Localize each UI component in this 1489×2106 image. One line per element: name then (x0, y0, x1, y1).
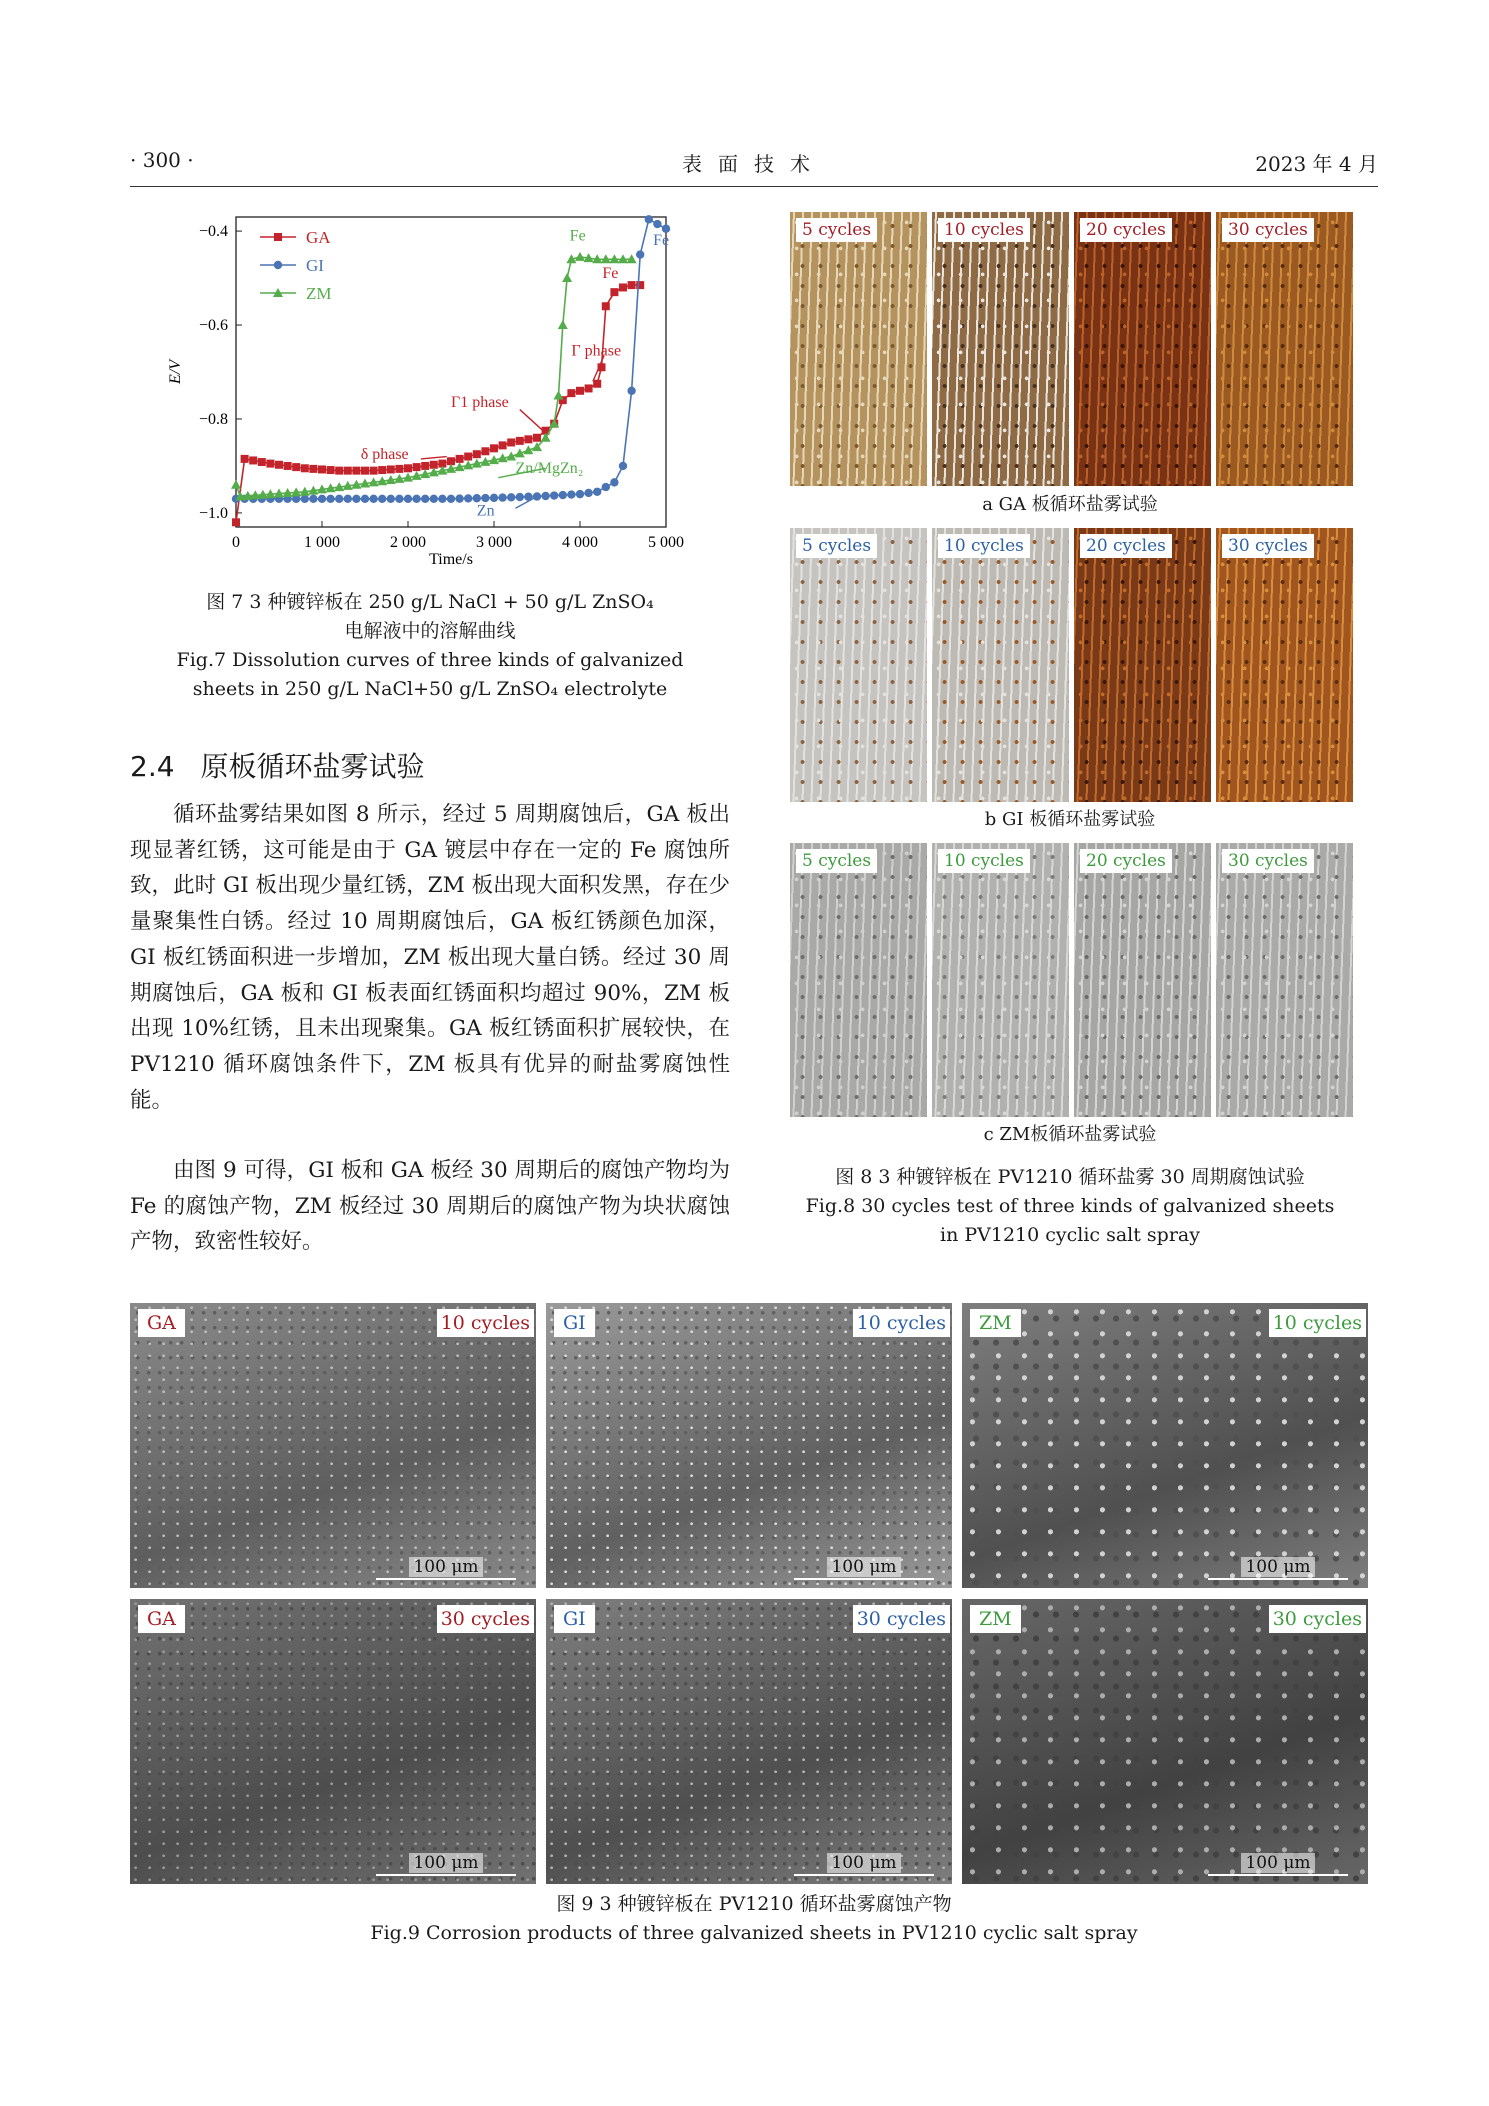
data-point-gi (602, 483, 610, 491)
data-point-gi (533, 492, 541, 500)
chart-annotation: Zn/MgZn₂ (515, 459, 584, 477)
data-point-gi (447, 495, 455, 503)
fig9-caption-en: Fig.9 Corrosion products of three galvanized sheets in PV1210 cyclic salt spray (370, 1922, 1138, 1944)
data-point-ga (404, 464, 412, 472)
x-tick-label: 3 000 (476, 534, 512, 551)
data-point-gi (507, 493, 515, 501)
photo-gi-1 (932, 528, 1069, 802)
data-point-ga (241, 455, 249, 463)
data-point-gi (344, 495, 352, 503)
sem-ga-30 (130, 1599, 536, 1884)
photo-gi-3 (1216, 528, 1353, 802)
cycle-label: 20 cycles (1080, 218, 1172, 242)
data-point-ga (378, 466, 386, 474)
chart-annotation: Γ1 phase (451, 394, 509, 412)
scale-bar-line (1208, 1578, 1348, 1580)
chart-annotation: Fe (602, 265, 619, 283)
data-point-ga (421, 462, 429, 470)
legend-label-gi: GI (306, 256, 324, 275)
data-point-ga (464, 453, 472, 461)
cycle-label: 30 cycles (853, 1605, 950, 1633)
scale-bar (794, 1557, 934, 1580)
photo-ga-2 (1074, 212, 1211, 486)
material-label: GA (138, 1605, 185, 1633)
scale-bar (794, 1853, 934, 1876)
x-tick-label: 4 000 (562, 534, 598, 551)
data-point-ga (499, 441, 507, 449)
photo-gi-0 (790, 528, 927, 802)
data-point-ga (490, 444, 498, 452)
data-point-gi (455, 494, 463, 502)
sem-gi-10 (546, 1303, 952, 1588)
data-point-ga (327, 466, 335, 474)
photo-zm-3 (1216, 843, 1353, 1117)
data-point-ga (292, 463, 300, 471)
material-label: ZM (970, 1605, 1021, 1633)
cycle-label: 10 cycles (938, 534, 1030, 558)
fig8-subcaption-a: a GA 板循环盐雾试验 (982, 494, 1158, 515)
scale-bar-label: 100 μm (409, 1853, 482, 1873)
data-point-ga (309, 465, 317, 473)
data-point-ga (481, 447, 489, 455)
scale-bar-label: 100 μm (1241, 1853, 1314, 1873)
section-number: 2.4 (130, 750, 175, 783)
data-point-gi (430, 495, 438, 503)
data-point-gi (318, 495, 326, 503)
data-point-gi (653, 220, 661, 228)
chart-annotation: Γ phase (571, 342, 622, 360)
scale-bar-line (794, 1578, 934, 1580)
data-point-zm (231, 480, 241, 489)
data-point-ga (395, 465, 403, 473)
photo-zm-2 (1074, 843, 1211, 1117)
y-tick-label: −0.4 (198, 223, 228, 241)
material-label: GI (554, 1309, 595, 1337)
data-point-ga (610, 288, 618, 296)
data-point-ga (524, 435, 532, 443)
fig9-caption (130, 1890, 1378, 1948)
cycle-label: 10 cycles (853, 1309, 950, 1337)
data-point-ga (301, 464, 309, 472)
chart-annotation: Fe (653, 232, 670, 250)
issue-date: 2023 年 4 月 (1255, 152, 1378, 176)
cycle-label: 5 cycles (796, 534, 877, 558)
x-tick-label: 1 000 (304, 534, 340, 551)
data-point-ga (344, 467, 352, 475)
cycle-label: 30 cycles (1269, 1605, 1366, 1633)
fig9-caption-cn: 图 9 3 种镀锌板在 PV1210 循环盐雾腐蚀产物 (556, 1893, 952, 1915)
data-point-zm (554, 390, 564, 399)
data-point-gi (481, 494, 489, 502)
data-point-ga (602, 302, 610, 310)
data-point-ga (619, 283, 627, 291)
scale-bar (1208, 1853, 1348, 1876)
data-point-gi (619, 462, 627, 470)
data-point-gi (412, 495, 420, 503)
sem-gi-30 (546, 1599, 952, 1884)
data-point-ga (352, 467, 360, 475)
y-tick-label: −1.0 (198, 504, 228, 522)
annotation-arrow (421, 457, 447, 459)
data-point-ga (516, 437, 524, 445)
fig8-caption (775, 1163, 1365, 1250)
sem-zm-10 (962, 1303, 1368, 1588)
data-point-gi (404, 495, 412, 503)
data-point-gi (378, 495, 386, 503)
photo-gi-2 (1074, 528, 1211, 802)
fig8-caption-cn: 图 8 3 种镀锌板在 PV1210 循环盐雾 30 周期腐蚀试验 (835, 1166, 1305, 1188)
photo-ga-1 (932, 212, 1069, 486)
fig7-caption-en-1: Fig.7 Dissolution curves of three kinds of galvanized (176, 649, 684, 671)
data-point-ga (361, 467, 369, 475)
x-tick-label: 5 000 (648, 534, 684, 551)
y-tick-label: −0.6 (198, 317, 228, 335)
fig8-subcaption-b: b GI 板循环盐雾试验 (984, 809, 1156, 830)
data-point-ga (567, 389, 575, 397)
x-axis-label: Time/s (429, 551, 473, 568)
cycle-label: 10 cycles (938, 218, 1030, 242)
page-number: · 300 · (130, 148, 194, 172)
data-point-gi (473, 494, 481, 502)
scale-bar-line (1208, 1874, 1348, 1876)
fig7-caption (130, 588, 730, 704)
section-title: 原板循环盐雾试验 (200, 750, 425, 783)
cycle-label: 30 cycles (1222, 534, 1314, 558)
material-label: ZM (970, 1309, 1021, 1337)
scale-bar-line (376, 1874, 516, 1876)
body-paragraph-1: 循环盐雾结果如图 8 所示，经过 5 周期腐蚀后，GA 板出现显著红锈，这可能是由于 GA 镀层中存在一定的 Fe 腐蚀所致，此时 GI 板出现少量红锈，ZM 板出现大面积发黑，存在少量聚集性白锈。经过 10 周期腐蚀后，GA 板红锈颜色加深，GI 板红锈面积进一步增加，ZM 板出现大量白锈。经过 30 周期腐蚀后，GA 板和 GI 板表面红锈面积均超过 90%，ZM 板出现 10%红锈，且未出现聚集。GA 板红锈面积扩展较快，在 PV1210 循环腐蚀条件下，ZM 板具有优异的耐盐雾腐蚀性能。 (130, 802, 730, 1113)
data-point-ga (628, 281, 636, 289)
fig7-caption-cn-2: 电解液中的溶解曲线 (344, 620, 516, 642)
cycle-label: 10 cycles (1269, 1309, 1366, 1337)
data-point-gi (559, 491, 567, 499)
x-tick-label: 2 000 (390, 534, 426, 551)
data-point-gi (361, 495, 369, 503)
data-point-gi (369, 495, 377, 503)
annotation-arrow (520, 410, 546, 433)
fig7-caption-en-2: sheets in 250 g/L NaCl+50 g/L ZnSO₄ electrolyte (192, 678, 668, 700)
cycle-label: 30 cycles (1222, 218, 1314, 242)
chart-annotation: δ phase (360, 445, 409, 463)
data-point-gi (541, 492, 549, 500)
data-point-ga (413, 463, 421, 471)
data-point-ga (284, 462, 292, 470)
data-point-gi (421, 495, 429, 503)
plot-frame (236, 217, 666, 527)
legend-label-ga: GA (306, 228, 331, 247)
data-point-zm (558, 320, 568, 329)
data-point-gi (309, 495, 317, 503)
data-point-gi (636, 250, 644, 258)
section-heading (130, 745, 425, 785)
photo-zm-0 (790, 843, 927, 1117)
fig7-caption-cn-1: 图 7 3 种镀锌板在 250 g/L NaCl + 50 g/L ZnSO₄ (206, 591, 654, 613)
cycle-label: 20 cycles (1080, 534, 1172, 558)
data-point-ga (387, 465, 395, 473)
data-point-ga (275, 461, 283, 469)
fig7-chart (150, 205, 710, 585)
running-header (130, 148, 1378, 180)
material-label: GA (138, 1309, 185, 1337)
cycle-label: 10 cycles (437, 1309, 534, 1337)
sem-zm-30 (962, 1599, 1368, 1884)
data-point-ga (249, 456, 257, 464)
scale-bar-line (794, 1874, 934, 1876)
material-label: GI (554, 1605, 595, 1633)
scale-bar-label: 100 μm (827, 1557, 900, 1577)
data-point-gi (584, 489, 592, 497)
data-point-gi (610, 478, 618, 486)
header-rule (130, 186, 1378, 187)
scale-bar (1208, 1557, 1348, 1580)
data-point-gi (326, 495, 334, 503)
scale-bar-label: 100 μm (1241, 1557, 1314, 1577)
cycle-label: 5 cycles (796, 849, 877, 873)
data-point-gi (387, 495, 395, 503)
fig8-caption-en-2: in PV1210 cyclic salt spray (940, 1224, 1200, 1246)
data-point-gi (593, 488, 601, 496)
data-point-zm (562, 273, 572, 282)
data-point-ga (370, 467, 378, 475)
data-point-gi (550, 491, 558, 499)
data-point-ga (593, 380, 601, 388)
scale-bar-label: 100 μm (409, 1557, 482, 1577)
data-point-ga (507, 438, 515, 446)
photo-ga-0 (790, 212, 927, 486)
data-point-ga (585, 384, 593, 392)
data-point-gi (301, 495, 309, 503)
data-point-ga (456, 455, 464, 463)
cycle-label: 30 cycles (1222, 849, 1314, 873)
scale-bar-line (376, 1578, 516, 1580)
data-point-ga (473, 450, 481, 458)
data-point-ga (335, 467, 343, 475)
dissolution-chart (150, 205, 710, 585)
data-point-gi (352, 495, 360, 503)
data-point-ga (266, 460, 274, 468)
journal-name: 表面技术 (682, 152, 826, 176)
photo-zm-1 (932, 843, 1069, 1117)
y-tick-label: −0.8 (198, 410, 228, 428)
data-point-gi (464, 494, 472, 502)
sem-ga-10 (130, 1303, 536, 1588)
data-point-ga (318, 465, 326, 473)
data-point-gi (335, 495, 343, 503)
data-point-gi (645, 215, 653, 223)
body-paragraph-2: 由图 9 可得，GI 板和 GA 板经 30 周期后的腐蚀产物均为 Fe 的腐蚀产物，ZM 板经过 30 周期后的腐蚀产物为块状腐蚀产物，致密性较好。 (130, 1158, 730, 1255)
data-point-ga (533, 434, 541, 442)
chart-annotation: Zn (476, 502, 495, 520)
data-point-gi (498, 493, 506, 501)
y-axis-label: E/V (167, 360, 184, 384)
data-point-zm (575, 252, 585, 261)
data-point-gi (395, 495, 403, 503)
data-point-gi (490, 494, 498, 502)
legend-label-zm: ZM (306, 284, 332, 303)
data-point-ga (232, 518, 240, 526)
scale-bar-label: 100 μm (827, 1853, 900, 1873)
cycle-label: 30 cycles (437, 1605, 534, 1633)
photo-ga-3 (1216, 212, 1353, 486)
data-point-gi (567, 490, 575, 498)
x-tick-label: 0 (232, 534, 240, 551)
cycle-label: 20 cycles (1080, 849, 1172, 873)
cycle-label: 5 cycles (796, 218, 877, 242)
fig8-subcaption-c: c ZM板循环盐雾试验 (983, 1124, 1157, 1145)
data-point-gi (627, 387, 635, 395)
data-point-gi (576, 490, 584, 498)
scale-bar (376, 1557, 516, 1580)
data-point-ga (576, 387, 584, 395)
series-line-ga (236, 285, 640, 522)
legend-marker-gi (274, 261, 282, 269)
data-point-gi (516, 493, 524, 501)
cycle-label: 10 cycles (938, 849, 1030, 873)
data-point-ga (258, 458, 266, 466)
legend-marker-ga (274, 233, 282, 241)
scale-bar (376, 1853, 516, 1876)
data-point-gi (438, 495, 446, 503)
fig8-caption-en-1: Fig.8 30 cycles test of three kinds of galvanized sheets (805, 1195, 1335, 1217)
chart-annotation: Fe (569, 227, 586, 245)
